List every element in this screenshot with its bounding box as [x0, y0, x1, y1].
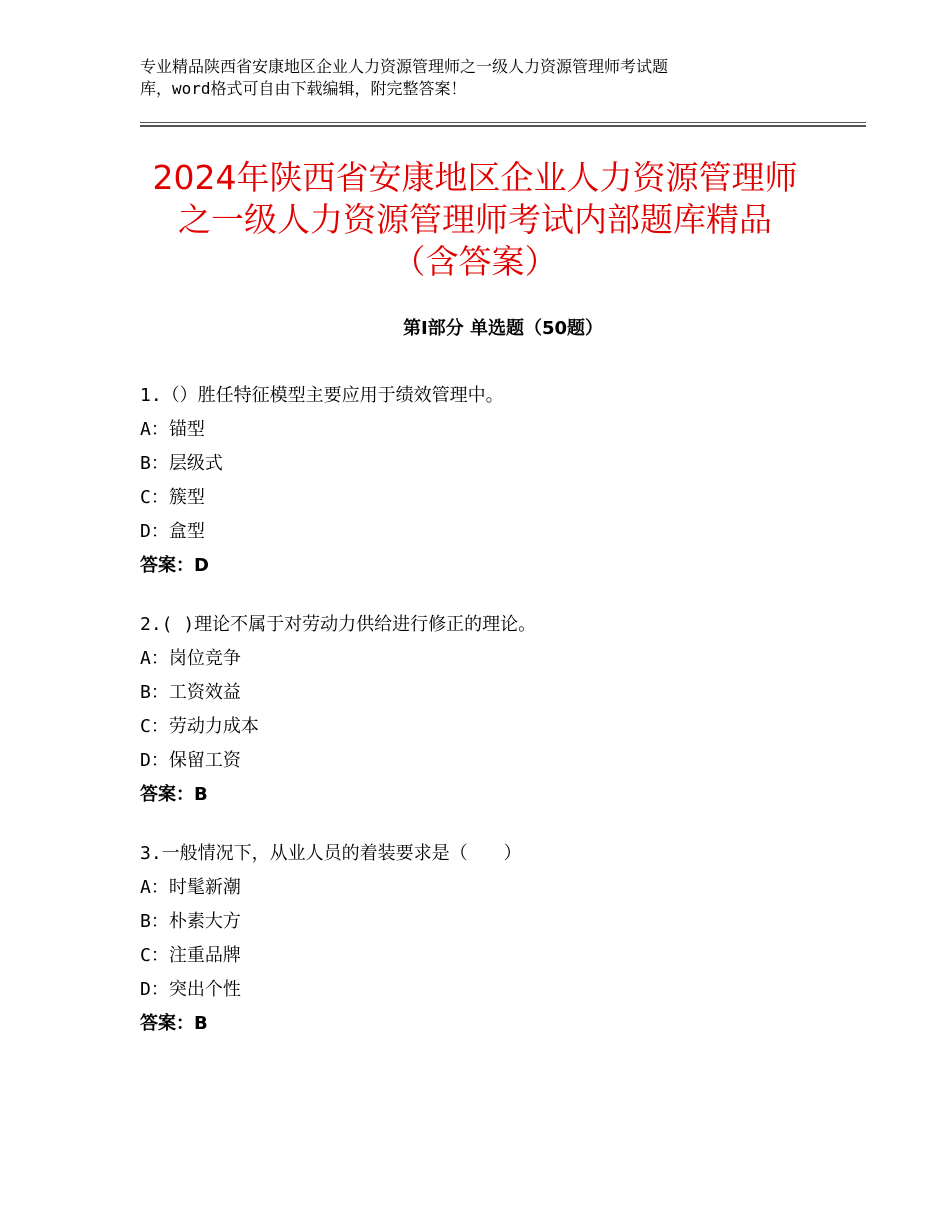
option-c: C：注重品牌 — [140, 945, 241, 966]
question-stem: 1.（）胜任特征模型主要应用于绩效管理中。 — [140, 385, 504, 406]
question-1 — [140, 383, 866, 587]
option-d: D：盒型 — [140, 521, 205, 542]
answer-line: 答案：B — [140, 784, 208, 805]
option-b: B：朴素大方 — [140, 911, 241, 932]
section-heading: 第Ⅰ部分 单选题（50题） — [402, 318, 603, 339]
title-line-3: （含答案） — [392, 242, 558, 281]
option-d: D：突出个性 — [140, 979, 241, 1000]
title-line-2: 之一级人力资源管理师考试内部题库精品 — [178, 200, 772, 239]
option-c: C：簇型 — [140, 487, 205, 508]
option-d: D：保留工资 — [140, 750, 241, 771]
option-a: A：时髦新潮 — [140, 877, 241, 898]
header-divider-thin — [140, 122, 866, 123]
question-stem: 3.一般情况下，从业人员的着装要求是（ ） — [140, 843, 522, 864]
header-divider-thick — [140, 125, 866, 127]
question-2 — [140, 612, 866, 816]
question-stem: 2.( )理论不属于对劳动力供给进行修正的理论。 — [140, 614, 537, 635]
header-line-2: 库，word格式可自由下载编辑，附完整答案！ — [140, 79, 467, 98]
answer-line: 答案：B — [140, 1013, 208, 1034]
option-a: A：锚型 — [140, 419, 205, 440]
option-c: C：劳动力成本 — [140, 716, 259, 737]
option-b: B：层级式 — [140, 453, 223, 474]
question-3 — [140, 841, 866, 1045]
document-title — [120, 157, 830, 283]
option-a: A：岗位竞争 — [140, 648, 241, 669]
header-line-1: 专业精品陕西省安康地区企业人力资源管理师之一级人力资源管理师考试题 — [140, 57, 669, 76]
question-list — [140, 383, 866, 1070]
page-header — [140, 56, 780, 100]
title-line-1: 2024年陕西省安康地区企业人力资源管理师 — [152, 158, 798, 197]
answer-line: 答案：D — [140, 555, 209, 576]
option-b: B：工资效益 — [140, 682, 241, 703]
